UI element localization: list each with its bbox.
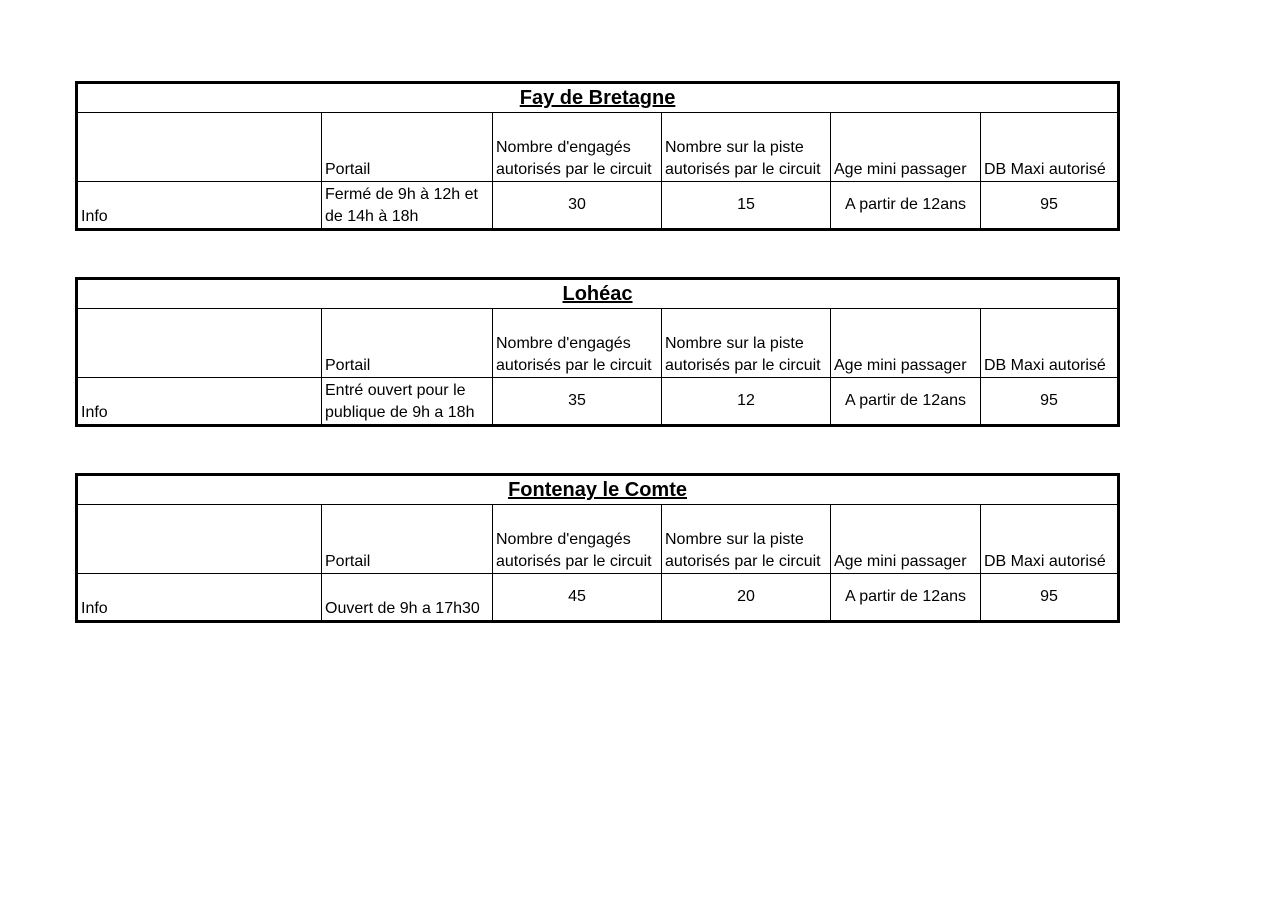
db-cell: 95 <box>981 182 1119 230</box>
track-table-fontenay-le-comte <box>75 473 1120 623</box>
piste-cell: 20 <box>662 574 831 622</box>
header-empty <box>77 309 322 378</box>
header-piste: Nombre sur la piste autorisés par le circuit <box>662 505 831 574</box>
db-cell: 95 <box>981 574 1119 622</box>
header-db: DB Maxi autorisé <box>981 113 1119 182</box>
age-cell: A partir de 12ans <box>831 574 981 622</box>
info-label: Info <box>77 378 322 426</box>
header-portail: Portail <box>322 113 493 182</box>
piste-cell: 15 <box>662 182 831 230</box>
piste-cell: 12 <box>662 378 831 426</box>
track-title: Fay de Bretagne <box>77 83 1119 113</box>
age-cell: A partir de 12ans <box>831 182 981 230</box>
header-piste: Nombre sur la piste autorisés par le circuit <box>662 309 831 378</box>
table-header-row <box>77 309 1119 378</box>
header-portail: Portail <box>322 505 493 574</box>
table-row <box>77 574 1119 622</box>
table-header-row <box>77 505 1119 574</box>
info-label: Info <box>77 574 322 622</box>
engages-cell: 45 <box>493 574 662 622</box>
portail-cell: Fermé de 9h à 12h et de 14h à 18h <box>322 182 493 230</box>
engages-cell: 35 <box>493 378 662 426</box>
table-title-row <box>77 83 1119 113</box>
header-db: DB Maxi autorisé <box>981 505 1119 574</box>
header-piste: Nombre sur la piste autorisés par le circuit <box>662 113 831 182</box>
header-engages: Nombre d'engagés autorisés par le circuit <box>493 505 662 574</box>
table-title-row <box>77 279 1119 309</box>
db-cell: 95 <box>981 378 1119 426</box>
engages-cell: 30 <box>493 182 662 230</box>
header-db: DB Maxi autorisé <box>981 309 1119 378</box>
portail-cell: Entré ouvert pour le publique de 9h a 18h <box>322 378 493 426</box>
header-engages: Nombre d'engagés autorisés par le circuit <box>493 309 662 378</box>
table-header-row <box>77 113 1119 182</box>
header-empty <box>77 505 322 574</box>
header-age: Age mini passager <box>831 309 981 378</box>
header-empty <box>77 113 322 182</box>
header-age: Age mini passager <box>831 505 981 574</box>
table-row <box>77 182 1119 230</box>
portail-cell: Ouvert de 9h a 17h30 <box>322 574 493 622</box>
track-table-fay-de-bretagne <box>75 81 1120 231</box>
header-age: Age mini passager <box>831 113 981 182</box>
track-title: Lohéac <box>77 279 1119 309</box>
age-cell: A partir de 12ans <box>831 378 981 426</box>
info-label: Info <box>77 182 322 230</box>
header-portail: Portail <box>322 309 493 378</box>
table-row <box>77 378 1119 426</box>
header-engages: Nombre d'engagés autorisés par le circuit <box>493 113 662 182</box>
track-table-loheac <box>75 277 1120 427</box>
track-title: Fontenay le Comte <box>77 475 1119 505</box>
table-title-row <box>77 475 1119 505</box>
